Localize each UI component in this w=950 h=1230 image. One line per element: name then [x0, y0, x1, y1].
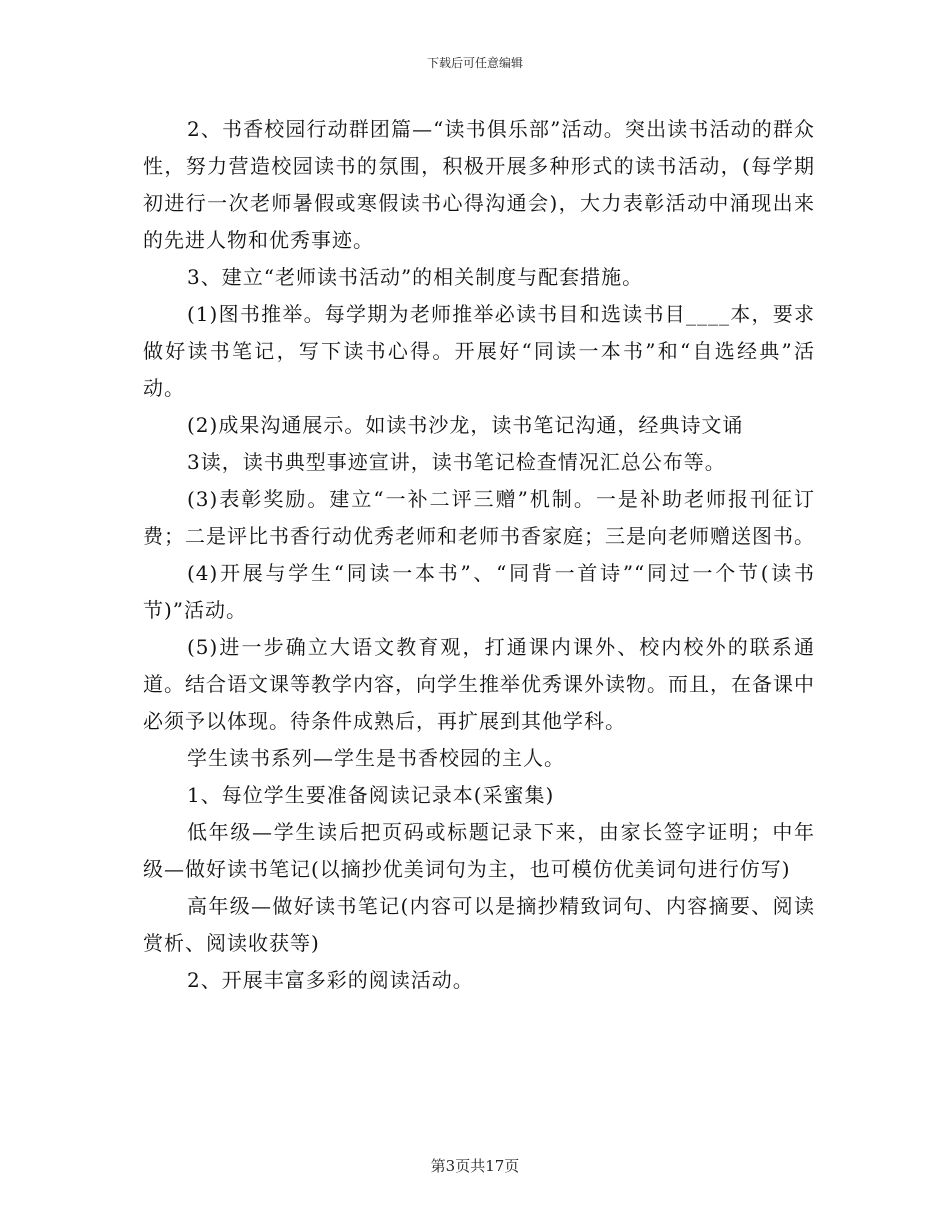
paragraph-teacher-reading-system: 3、建立“老师读书活动”的相关制度与配套措施。 — [187, 265, 644, 289]
paragraph-upper-grades: 高年级—做好读书笔记(内容可以是摘抄精致词句、内容摘要、阅读赏析、阅读收获等) — [143, 894, 815, 955]
paragraph-results-sharing: (2)成果沟通展示。如读书沙龙，读书笔记沟通，经典诗文诵 — [187, 413, 744, 437]
paragraph-results-sharing-cont: 3读，读书典型事迹宣讲，读书笔记检查情况汇总公布等。 — [187, 450, 726, 474]
document-body — [143, 111, 815, 999]
paragraph-reading-record: 1、每位学生要准备阅读记录本(采蜜集) — [187, 783, 555, 807]
paragraph-reading-activities: 2、开展丰富多彩的阅读活动。 — [187, 968, 474, 992]
paragraph-reading-club: 2、书香校园行动群团篇—“读书俱乐部”活动。突出读书活动的群众性，努力营造校园读书的氛围，积极开展多种形式的读书活动，(每学期初进行一次老师暑假或寒假读书心得沟通会)，大力表彰活动中涌现出来的先进人物和优秀事迹。 — [143, 117, 815, 252]
paragraph-shared-reading: (4)开展与学生“同读一本书”、“同背一首诗”“同过一个节(读书节)”活动。 — [143, 561, 815, 622]
page-header: 下载后可任意编辑 — [426, 56, 523, 70]
paragraph-chinese-education: (5)进一步确立大语文教育观，打通课内课外、校内校外的联系通道。结合语文课等教学内容，向学生推举优秀课外读物。而且，在备课中必须予以体现。待条件成熟后，再扩展到其他学科。 — [143, 635, 815, 733]
paragraph-commendation: (3)表彰奖励。建立“一补二评三赠”机制。一是补助老师报刊征订费；二是评比书香行动优秀老师和老师书香家庭；三是向老师赠送图书。 — [143, 487, 815, 548]
paragraph-book-recommendation: (1)图书推举。每学期为老师推举必读书目和选读书目____本，要求做好读书笔记，写下读书心得。开展好“同读一本书”和“自选经典”活动。 — [143, 302, 815, 400]
page-number: 第3页共17页 — [430, 1157, 520, 1175]
paragraph-student-series: 学生读书系列—学生是书香校园的主人。 — [187, 746, 565, 770]
paragraph-lower-grades: 低年级—学生读后把页码或标题记录下来，由家长签字证明；中年级—做好读书笔记(以摘抄优美词句为主，也可模仿优美词句进行仿写) — [143, 820, 815, 881]
